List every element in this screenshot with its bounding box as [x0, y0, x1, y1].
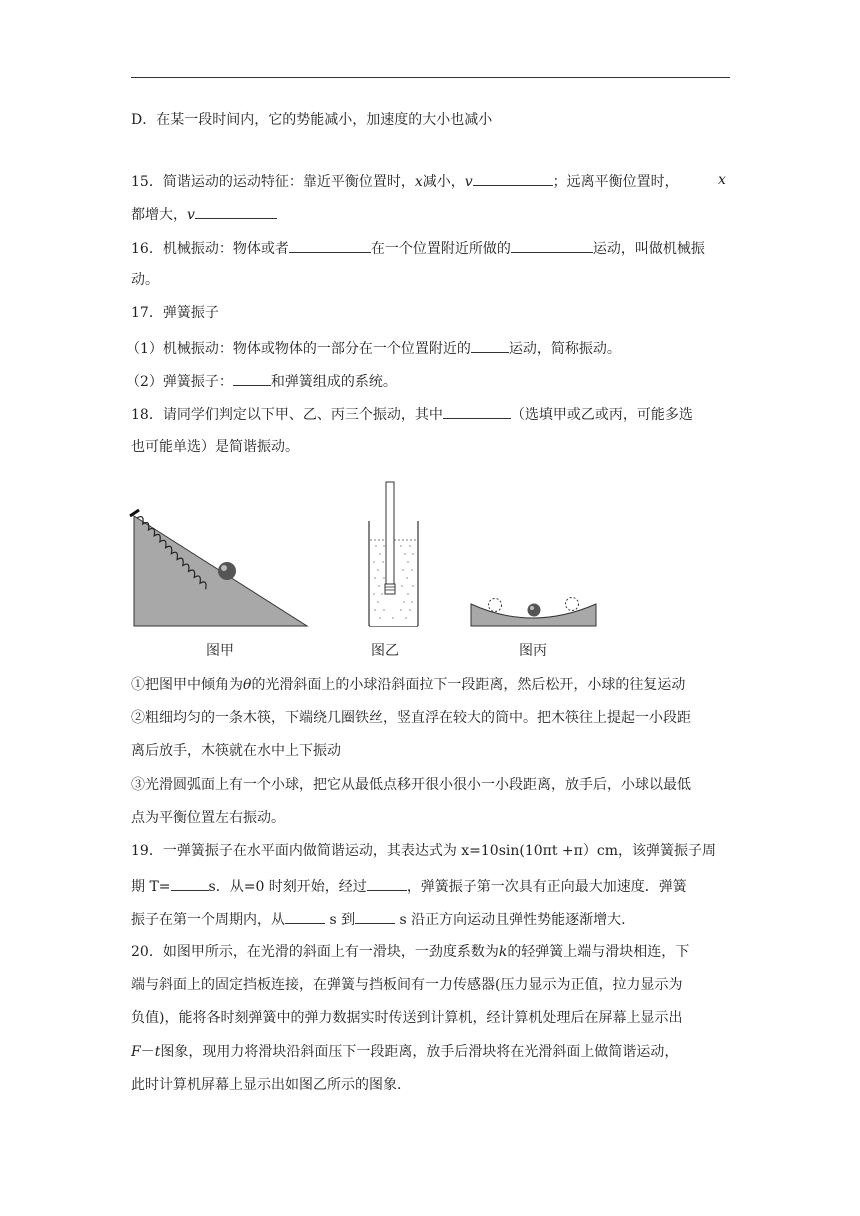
- q15-text-a: 15．简谐运动的运动特征：靠近平衡位置时，: [131, 174, 415, 190]
- question-17-title: 17．弹簧振子: [131, 305, 219, 321]
- question-20-line-3: 负值)，能将各时刻弹簧中的弹力数据实时传送到计算机，经计算机处理后在屏幕上显示出: [131, 1010, 683, 1026]
- q18-item-2-line-2: 离后放手，木筷就在水中上下振动: [131, 743, 341, 759]
- q20-var-k: k: [498, 944, 508, 960]
- q19-text-b2: s．从=0 时刻开始，经过: [208, 879, 367, 895]
- q20-var-f: F: [131, 1044, 141, 1060]
- caption-bing: 图丙: [519, 643, 547, 659]
- q16-text-b: 在一个位置附近所做的: [370, 241, 511, 257]
- figure-group: [120, 474, 600, 664]
- q20-text-d4: 图象，现用力将滑块沿斜面压下一段距离，放手后滑块将在光滑斜面上做简谐运动，: [160, 1044, 679, 1060]
- question-19-line-3: [131, 908, 626, 930]
- question-17-part-2: [126, 370, 397, 392]
- theta-symbol: θ: [243, 677, 252, 693]
- question-17-part-1: [126, 337, 621, 359]
- q18-text-b: （选填甲或乙或丙，可能多选: [510, 407, 693, 423]
- q15-var-v2: v: [187, 207, 195, 223]
- q19-text-c3: s 沿正方向运动且弹性势能逐渐增大.: [395, 912, 626, 928]
- caption-yi: 图乙: [371, 643, 399, 659]
- q17-blank-2[interactable]: [233, 370, 271, 386]
- q20-text-a1: 20．如图甲所示，在光滑的斜面上有一滑块，一劲度系数为: [131, 944, 499, 960]
- q18-item-1: [131, 675, 685, 695]
- q18-item-3-line-1: ③光滑圆弧面上有一个小球，把它从最低点移开很小很小一小段距离，放手后，小球以最低: [131, 777, 691, 793]
- q15-blank-1[interactable]: [473, 170, 553, 186]
- q17-p2-text-a: （2）弹簧振子：: [126, 374, 233, 390]
- q20-minus: －: [140, 1044, 155, 1060]
- option-d: D．在某一段时间内，它的势能减小，加速度的大小也减小: [131, 112, 493, 128]
- q18-item1-text-b: 的光滑斜面上的小球沿斜面拉下一段距离，然后松开，小球的往复运动: [251, 677, 686, 693]
- question-18-line-1: [131, 403, 693, 425]
- q19-blank-2[interactable]: [367, 875, 407, 891]
- figures-svg: [120, 474, 600, 634]
- question-16-line-1: [131, 237, 705, 259]
- question-16-line-2: 动。: [131, 272, 159, 288]
- q19-blank-1[interactable]: [171, 875, 209, 891]
- q18-item-3-line-2: 点为平衡位置左右振动。: [131, 810, 285, 826]
- q16-text-c: 运动，叫做机械振: [592, 241, 705, 257]
- q15-var-v: v: [464, 174, 473, 190]
- q15-var-x: x: [414, 174, 423, 190]
- q19-blank-3[interactable]: [285, 908, 325, 924]
- q16-blank-2[interactable]: [511, 237, 593, 253]
- q19-text-b3: ，弹簧振子第一次具有正向最大加速度．弹簧: [406, 879, 687, 895]
- question-19-line-1: 19．一弹簧振子在水平面内做简谐运动，其表达式为 x=10sin(10πt +π）cm，该弹簧振子周: [131, 843, 716, 859]
- question-18-line-2: 也可能单选）是简谐振动。: [131, 439, 299, 455]
- q19-blank-4[interactable]: [355, 908, 395, 924]
- question-20-line-2: 端与斜面上的固定挡板连接，在弹簧与挡板间有一力传感器(压力显示为正值，拉力显示为: [131, 977, 683, 993]
- q15-text-d: 都增大，: [131, 207, 187, 223]
- figure-yi-drawing: [369, 482, 418, 626]
- question-19-line-2: [131, 875, 687, 897]
- q18-text-a: 18．请同学们判定以下甲、乙、丙三个振动，其中: [131, 407, 443, 423]
- question-20-line-4: [131, 1042, 678, 1062]
- q16-blank-1[interactable]: [289, 237, 371, 253]
- caption-jia: 图甲: [206, 643, 234, 659]
- header-rule: [131, 77, 730, 78]
- question-15-line-2: [131, 203, 277, 225]
- figure-bing-drawing: [471, 598, 596, 627]
- q19-text-b1: 期 T=: [131, 879, 171, 895]
- q17-p1-text-b: 运动，简称振动。: [508, 341, 621, 357]
- q18-item1-text-a: ①把图甲中倾角为: [131, 677, 243, 693]
- q17-p2-text-b: 和弹簧组成的系统。: [270, 374, 397, 390]
- q19-text-c1: 振子在第一个周期内，从: [131, 912, 285, 928]
- q15-blank-2[interactable]: [195, 203, 277, 219]
- question-20-line-1: [131, 942, 689, 962]
- q20-var-t: t: [154, 1044, 161, 1060]
- q15-text-b: 减小，: [422, 174, 465, 190]
- question-20-line-5: 此时计算机屏幕上显示出如图乙所示的图象.: [131, 1077, 402, 1093]
- q15-text-c: ；远离平衡位置时，: [552, 174, 679, 190]
- q19-text-c2: s 到: [325, 912, 356, 928]
- figure-jia-drawing: [124, 510, 307, 626]
- q20-text-a2: 的轻弹簧上端与滑块相连，下: [507, 944, 690, 960]
- q15-var-x2: x: [718, 172, 726, 188]
- q17-blank-1[interactable]: [471, 337, 509, 353]
- q16-text-a: 16．机械振动：物体或者: [131, 241, 289, 257]
- q18-item-2-line-1: ②粗细均匀的一条木筷，下端绕几圈铁丝，竖直浮在较大的筒中。把木筷往上提起一小段距: [131, 710, 691, 726]
- q18-blank[interactable]: [443, 403, 511, 419]
- q17-p1-text-a: （1）机械振动：物体或物体的一部分在一个位置附近的: [126, 341, 471, 357]
- question-15-line-1: [131, 170, 679, 192]
